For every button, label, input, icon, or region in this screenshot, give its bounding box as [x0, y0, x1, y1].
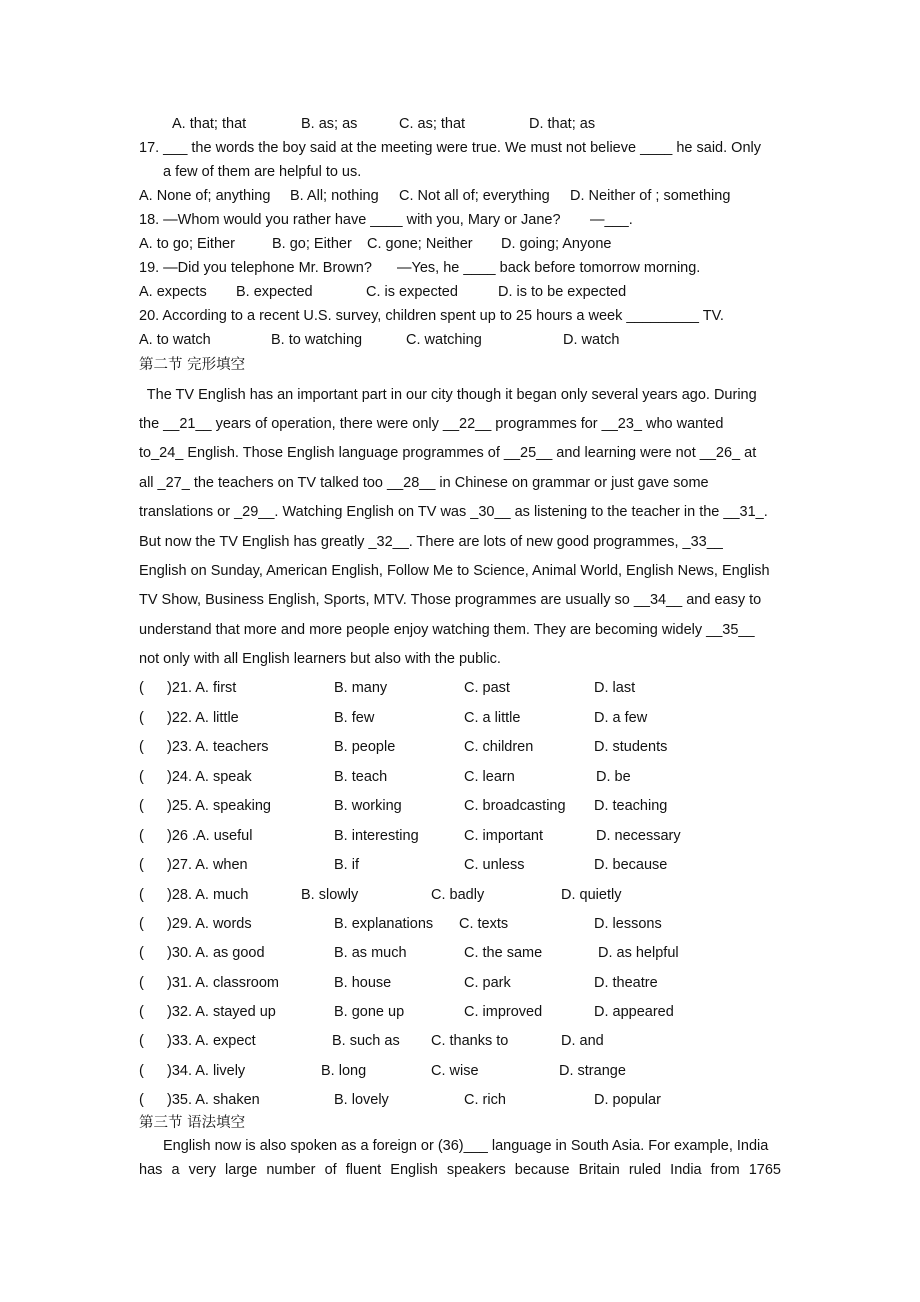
- question-number-and-option-a: )23. A. teachers: [167, 739, 269, 755]
- option-d: D. strange: [559, 1063, 626, 1079]
- answer-paren[interactable]: (: [139, 857, 144, 873]
- cloze-passage-line-6: But now the TV English has greatly _32__. There are lots of new good programmes, _33__: [139, 534, 723, 550]
- answer-paren[interactable]: (: [139, 887, 144, 903]
- answer-paren[interactable]: (: [139, 1004, 144, 1020]
- q16-option-d: D. that; as: [529, 116, 596, 132]
- option-d: D. lessons: [594, 916, 662, 932]
- option-c: C. important: [464, 828, 543, 844]
- q18-reply: —___.: [590, 212, 633, 228]
- option-d: D. students: [594, 739, 668, 755]
- q20-option-b: B. to watching: [271, 332, 363, 348]
- option-c: C. unless: [464, 857, 525, 873]
- answer-paren[interactable]: (: [139, 1033, 144, 1049]
- answer-paren[interactable]: (: [139, 945, 144, 961]
- option-b: B. people: [334, 739, 396, 755]
- option-c: C. texts: [459, 916, 509, 932]
- answer-paren[interactable]: (: [139, 769, 144, 785]
- option-d: D. theatre: [594, 975, 658, 991]
- cloze-passage-line-4: all _27_ the teachers on TV talked too __28__ in Chinese on grammar or just gave some: [139, 475, 709, 491]
- q19-option-a: A. expects: [139, 284, 207, 300]
- q16-option-c: C. as; that: [399, 116, 466, 132]
- cloze-passage-line-1: The TV English has an important part in our city though it began only several years ago. During: [139, 387, 757, 403]
- option-b: B. lovely: [334, 1092, 389, 1108]
- option-b: B. explanations: [334, 916, 434, 932]
- q18-option-a: A. to go; Either: [139, 236, 235, 252]
- q16-option-a: A. that; that: [172, 116, 247, 132]
- cloze-passage-line-3: to_24_ English. Those English language programmes of __25__ and learning were not __26_ at: [139, 445, 757, 461]
- question-number-and-option-a: )30. A. as good: [167, 945, 265, 961]
- answer-paren[interactable]: (: [139, 1092, 144, 1108]
- option-b: B. few: [334, 710, 375, 726]
- q20-option-d: D. watch: [563, 332, 620, 348]
- option-d: D. a few: [594, 710, 648, 726]
- option-b: B. gone up: [334, 1004, 405, 1020]
- option-c: C. badly: [431, 887, 485, 903]
- option-b: B. interesting: [334, 828, 419, 844]
- option-d: D. as helpful: [598, 945, 679, 961]
- q19-reply: —Yes, he ____ back before tomorrow morning.: [397, 260, 701, 276]
- answer-paren[interactable]: (: [139, 975, 144, 991]
- option-c: C. wise: [431, 1063, 479, 1079]
- q19-option-c: C. is expected: [366, 284, 458, 300]
- question-number-and-option-a: )33. A. expect: [167, 1033, 256, 1049]
- option-d: D. quietly: [561, 887, 622, 903]
- question-number-and-option-a: )27. A. when: [167, 857, 248, 873]
- option-c: C. thanks to: [431, 1033, 509, 1049]
- q19-question: 19. —Did you telephone Mr. Brown?: [139, 260, 372, 276]
- option-c: C. rich: [464, 1092, 506, 1108]
- option-c: C. a little: [464, 710, 521, 726]
- option-c: C. the same: [464, 945, 543, 961]
- option-b: B. many: [334, 680, 388, 696]
- question-number-and-option-a: )24. A. speak: [167, 769, 252, 785]
- question-number-and-option-a: )29. A. words: [167, 916, 252, 932]
- option-c: C. park: [464, 975, 511, 991]
- question-number-and-option-a: )28. A. much: [167, 887, 249, 903]
- q19-option-b: B. expected: [236, 284, 313, 300]
- option-b: B. long: [321, 1063, 367, 1079]
- q19-option-d: D. is to be expected: [498, 284, 627, 300]
- option-c: C. improved: [464, 1004, 543, 1020]
- q18-option-c: C. gone; Neither: [367, 236, 473, 252]
- q17-option-c: C. Not all of; everything: [399, 188, 550, 204]
- q17-stem-line1: 17. ___ the words the boy said at the meeting were true. We must not believe ____ he said. Only: [139, 140, 761, 156]
- cloze-passage-line-7: English on Sunday, American English, Follow Me to Science, Animal World, English News, English: [139, 563, 770, 579]
- option-d: D. last: [594, 680, 636, 696]
- answer-paren[interactable]: (: [139, 798, 144, 814]
- cloze-passage-line-8: TV Show, Business English, Sports, MTV. Those programmes are usually so __34__ and easy to: [139, 592, 762, 608]
- question-number-and-option-a: )21. A. first: [167, 680, 237, 696]
- question-number-and-option-a: )26 .A. useful: [167, 828, 253, 844]
- option-c: C. learn: [464, 769, 515, 785]
- option-d: D. popular: [594, 1092, 661, 1108]
- option-d: D. and: [561, 1033, 604, 1049]
- cloze-passage-line-9: understand that more and more people enjoy watching them. They are becoming widely __35__: [139, 622, 755, 638]
- answer-paren[interactable]: (: [139, 710, 144, 726]
- q18-option-b: B. go; Either: [272, 236, 352, 252]
- q17-option-a: A. None of; anything: [139, 188, 271, 204]
- question-number-and-option-a: )25. A. speaking: [167, 798, 271, 814]
- q16-option-b: B. as; as: [301, 116, 358, 132]
- q20-option-c: C. watching: [406, 332, 482, 348]
- cloze-passage-line-5: translations or _29__. Watching English on TV was _30__ as listening to the teacher in the __31_.: [139, 504, 768, 520]
- option-c: C. children: [464, 739, 534, 755]
- option-b: B. working: [334, 798, 402, 814]
- question-number-and-option-a: )32. A. stayed up: [167, 1004, 276, 1020]
- option-b: B. if: [334, 857, 359, 873]
- option-c: C. past: [464, 680, 510, 696]
- q17-stem-line2: a few of them are helpful to us.: [163, 164, 362, 180]
- q17-option-d: D. Neither of ; something: [570, 188, 731, 204]
- q17-option-b: B. All; nothing: [290, 188, 379, 204]
- q20-stem: 20. According to a recent U.S. survey, children spent up to 25 hours a week _________ TV.: [139, 308, 724, 324]
- grammar-passage-line-2: has a very large number of fluent English speakers because Britain ruled India from 1765: [139, 1162, 781, 1178]
- answer-paren[interactable]: (: [139, 828, 144, 844]
- section3-title: 第三节 语法填空: [139, 1115, 246, 1131]
- answer-paren[interactable]: (: [139, 916, 144, 932]
- question-number-and-option-a: )31. A. classroom: [167, 975, 280, 991]
- option-b: B. as much: [334, 945, 407, 961]
- answer-paren[interactable]: (: [139, 1063, 144, 1079]
- option-b: B. house: [334, 975, 392, 991]
- option-b: B. teach: [334, 769, 388, 785]
- question-number-and-option-a: )35. A. shaken: [167, 1092, 260, 1108]
- question-number-and-option-a: )22. A. little: [167, 710, 239, 726]
- cloze-passage-line-2: the __21__ years of operation, there were only __22__ programmes for __23_ who wanted: [139, 416, 724, 432]
- answer-paren[interactable]: (: [139, 680, 144, 696]
- option-b: B. slowly: [301, 887, 359, 903]
- grammar-passage-line-1: English now is also spoken as a foreign or (36)___ language in South Asia. For example, India: [163, 1138, 769, 1154]
- question-number-and-option-a: )34. A. lively: [167, 1063, 246, 1079]
- option-b: B. such as: [332, 1033, 400, 1049]
- option-d: D. appeared: [594, 1004, 674, 1020]
- answer-paren[interactable]: (: [139, 739, 144, 755]
- cloze-passage-line-10: not only with all English learners but also with the public.: [139, 651, 501, 667]
- section2-title: 第二节 完形填空: [139, 357, 246, 373]
- option-c: C. broadcasting: [464, 798, 566, 814]
- option-d: D. because: [594, 857, 668, 873]
- q20-option-a: A. to watch: [139, 332, 211, 348]
- option-d: D. be: [596, 769, 631, 785]
- option-d: D. necessary: [596, 828, 681, 844]
- q18-option-d: D. going; Anyone: [501, 236, 612, 252]
- q18-question: 18. —Whom would you rather have ____ with you, Mary or Jane?: [139, 212, 561, 228]
- option-d: D. teaching: [594, 798, 668, 814]
